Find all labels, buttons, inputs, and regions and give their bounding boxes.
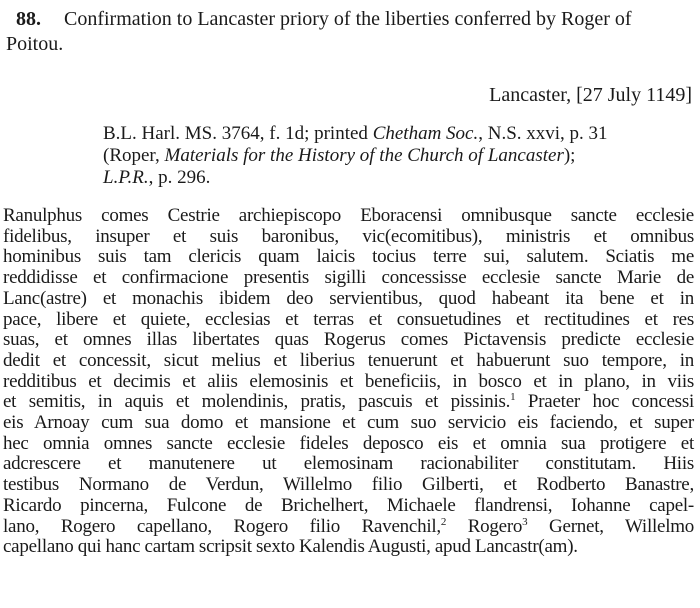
text-line: dedit et concessit, sicut melius et liberius tenuerunt et habuerunt suo tempore, in: [3, 349, 694, 371]
footnote-mark-2: 2: [440, 515, 447, 528]
charter-text: [3, 206, 694, 558]
text-line-part: lano, Rogero capellano, Rogero filio Ravenchil,: [3, 515, 441, 537]
text-line: Lanc(astre) et monachis ibidem deo servientibus, quod habeant ita bene et in: [3, 287, 694, 309]
source-part3: );: [563, 145, 576, 166]
text-line: hec omnia omnes sancte ecclesie fideles deposco eis et omnia sua protigere et: [3, 432, 694, 454]
text-line-part: et semitis, in aquis et molendinis, pratis, pascuis et pissinis.: [3, 391, 511, 413]
text-line: eis Arnoay cum sua domo et mansione et cum suo servicio eis faciendo, et super: [3, 412, 694, 434]
entry-title-line1: Confirmation to Lancaster priory of the liberties conferred by Roger of: [64, 8, 632, 30]
text-line: suas, et omnes illas libertates quas Rogerus comes Pictavensis predicte ecclesie: [3, 329, 694, 351]
source-part1: B.L. Harl. MS. 3764, f. 1d; printed: [103, 123, 373, 144]
text-line-part: Gernet, Willelmo: [527, 515, 694, 537]
entry-title: [64, 6, 694, 32]
footnote-mark-1: 1: [510, 391, 516, 404]
text-line: Ricardo pincerna, Fulcone de Brichelhert, Michaele flandrensi, Iohanne capel-: [3, 494, 694, 516]
text-line: testibus Normano de Verdun, Willelmo filio Gilberti, et Rodberto Banastre,: [3, 474, 694, 496]
footnote-mark-3: 3: [522, 515, 528, 528]
source-materials: Materials for the History of the Church of Lancaster: [164, 145, 564, 166]
text-line: pace, libere et quiete, ecclesias et terras et consuetudines et rectitudines et res: [3, 308, 694, 330]
text-line: hominibus suis tam clericis quam laicis tocius terre sui, salutem. Sciatis me: [3, 246, 694, 268]
text-line-part: Rogero: [446, 515, 523, 537]
text-line: redditibus et decimis et aliis elemosinis et beneficiis, in bosco et in plano, in viis: [3, 370, 694, 392]
entry-number: 88.: [16, 8, 41, 30]
text-line: reddidisse et confirmacione presentis sigilli concessisse ecclesie sancte Marie de: [3, 267, 694, 289]
source-citation: [103, 123, 623, 189]
text-line-last: capellano qui hanc cartam scripsit sexto Kalendis Augusti, apud Lancastr(am).: [3, 536, 578, 558]
text-line-footnote1: [3, 392, 694, 413]
text-line-footnotes-2-3: [3, 517, 694, 538]
source-part4: , p. 296.: [148, 167, 211, 188]
entry-heading: [6, 6, 694, 56]
source-lpr: L.P.R.: [103, 167, 149, 188]
place-date: Lancaster, [27 July 1149]: [489, 84, 692, 106]
entry-title-line2: Poitou.: [6, 33, 64, 55]
text-line: adcrescere et manutenere ut elemosinam racionabiliter constitutam. Hiis: [3, 453, 694, 475]
text-line: Ranulphus comes Cestrie archiepiscopo Eboracensi omnibusque sancte ecclesie: [3, 205, 694, 226]
source-part2: , N.S. xxvi, p. 31 (Roper,: [103, 123, 608, 166]
text-line-part: Praeter hoc concessi: [515, 391, 695, 413]
text-line: fidelibus, insuper et suis baronibus, vic(ecomitibus), ministris et omnibus: [3, 225, 694, 247]
source-chetham: Chetham Soc.: [372, 123, 479, 144]
